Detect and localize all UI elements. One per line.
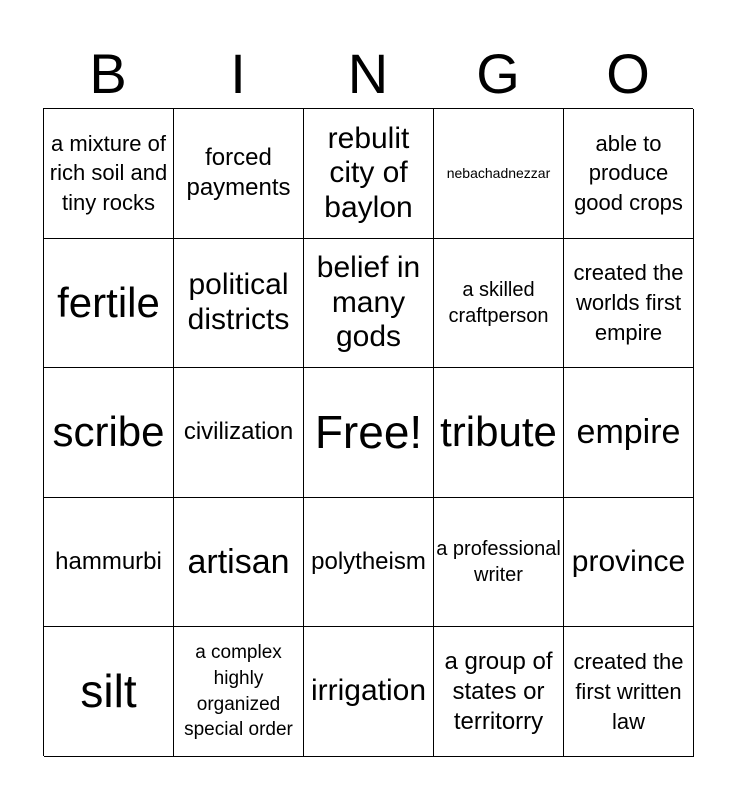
bingo-cell[interactable]: tribute [434,368,564,498]
header-letter-g: G [476,42,520,105]
bingo-cell[interactable]: fertile [44,239,174,369]
bingo-cell[interactable]: a professional writer [434,498,564,628]
header-letter-o: O [606,42,650,105]
bingo-cell[interactable]: scribe [44,368,174,498]
bingo-cell[interactable]: political districts [174,239,304,369]
header-letter-b: B [89,42,127,105]
bingo-cell[interactable]: able to produce good crops [564,109,694,239]
bingo-cell[interactable]: a mixture of rich soil and tiny rocks [44,109,174,239]
bingo-cell[interactable]: artisan [174,498,304,628]
header-letter-i: I [230,42,246,105]
bingo-cell[interactable]: belief in many gods [304,239,434,369]
bingo-cell[interactable]: rebulit city of baylon [304,109,434,239]
free-space-cell[interactable]: Free! [304,368,434,498]
bingo-cell[interactable]: polytheism [304,498,434,628]
bingo-cell[interactable]: nebachadnezzar [434,109,564,239]
bingo-board [43,108,693,756]
bingo-cell[interactable]: empire [564,368,694,498]
bingo-cell[interactable]: a group of states or territorry [434,627,564,757]
bingo-cell[interactable]: created the first written law [564,627,694,757]
bingo-cell[interactable]: a complex highly organized special order [174,627,304,757]
bingo-cell[interactable]: forced payments [174,109,304,239]
bingo-cell[interactable]: irrigation [304,627,434,757]
bingo-cell[interactable]: hammurbi [44,498,174,628]
bingo-cell[interactable]: silt [44,627,174,757]
bingo-cell[interactable]: province [564,498,694,628]
bingo-header [43,40,693,108]
bingo-cell[interactable]: created the worlds first empire [564,239,694,369]
header-letter-n: N [347,42,389,105]
bingo-cell[interactable]: a skilled craftperson [434,239,564,369]
bingo-cell[interactable]: civilization [174,368,304,498]
